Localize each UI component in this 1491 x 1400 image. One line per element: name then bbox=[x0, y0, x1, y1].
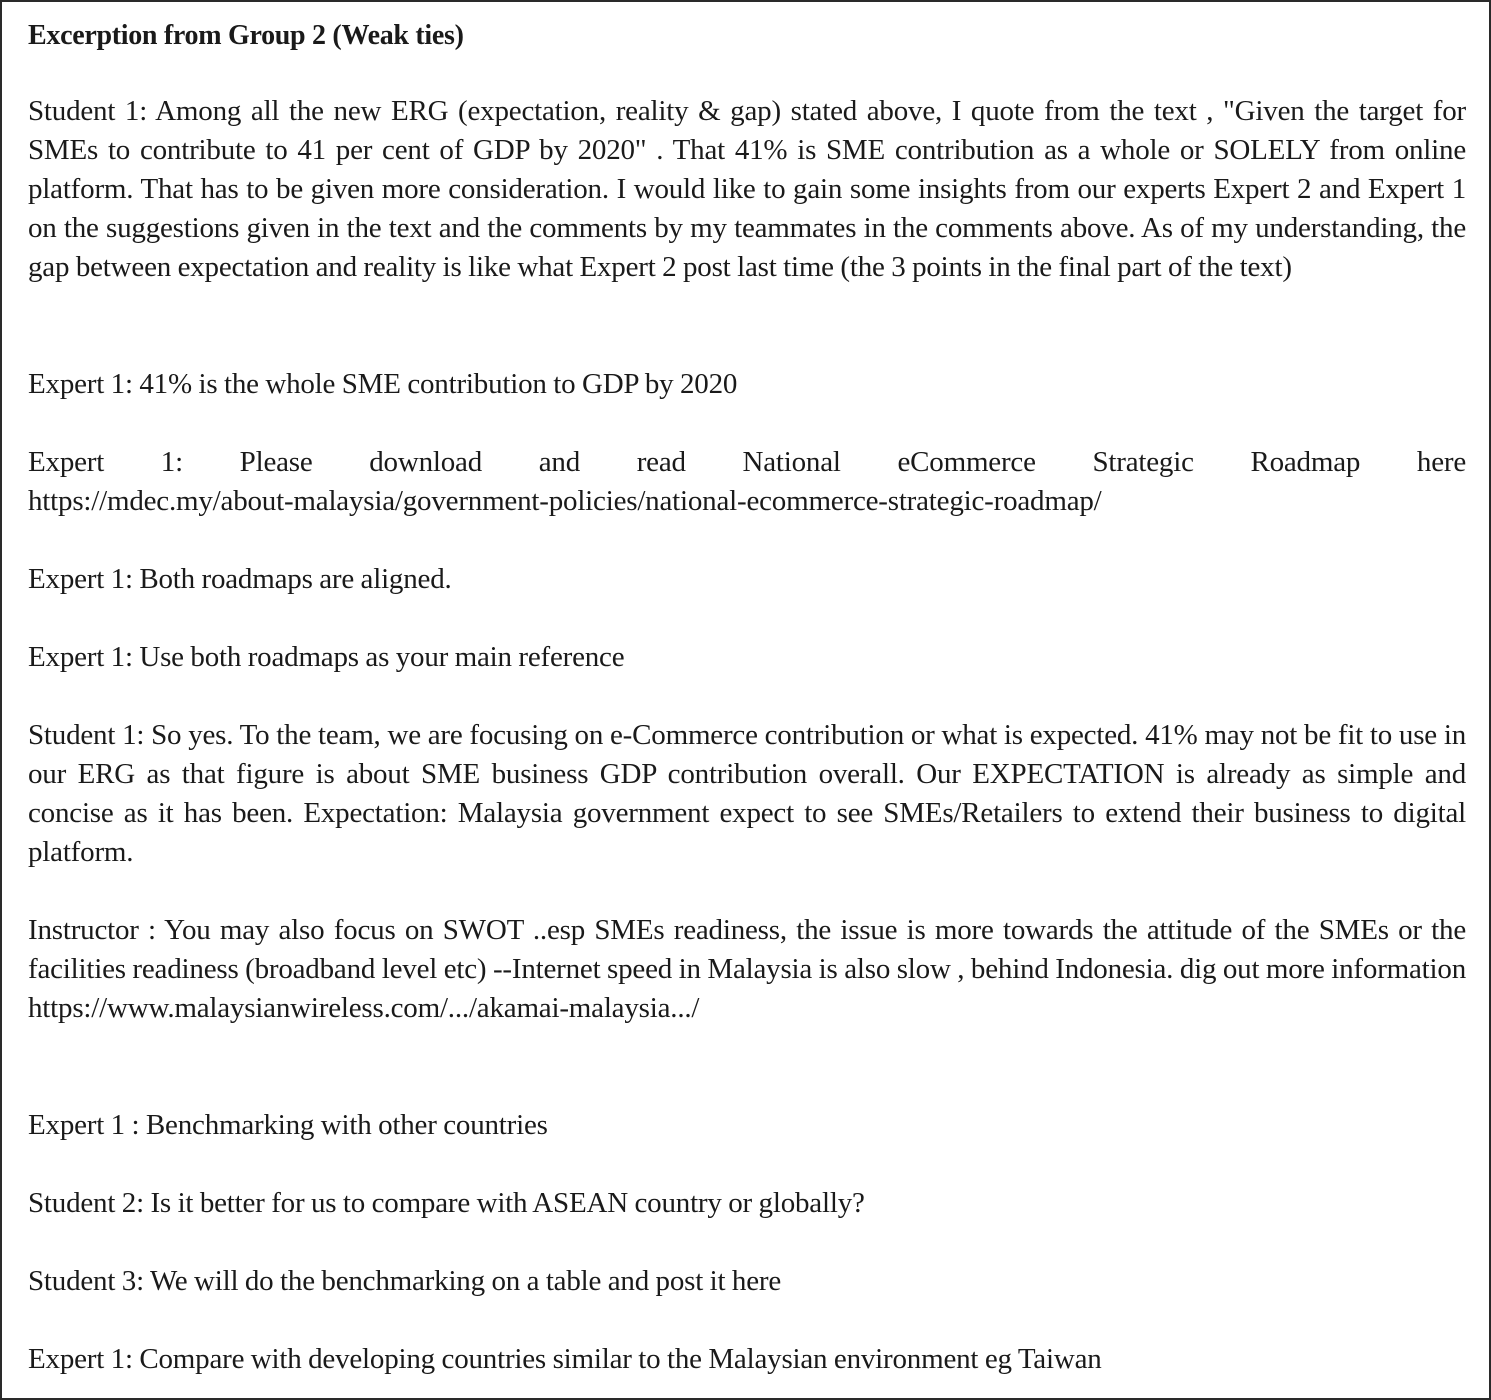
message-expert-1-aligned: Expert 1: Both roadmaps are aligned. bbox=[28, 563, 452, 595]
roadmap-instruction-text: Expert 1: Please download and read National eCommerce Strategic Roadmap here bbox=[28, 446, 1466, 478]
message-student-1-ecommerce: Student 1: So yes. To the team, we are focusing on e-Commerce contribution or what is expected. 41% may not be fit to use in our ERG as that figure is about SME business GDP contribution overall. Our EXPECTATION is already as simple and concise as it has been. Expectation: Malaysia government expect to see SMEs/Retailers to extend their business to digital platform. bbox=[28, 719, 1466, 868]
message-expert-1-reference: Expert 1: Use both roadmaps as your main reference bbox=[28, 641, 625, 673]
message-expert-1-roadmap bbox=[28, 443, 1466, 521]
message-expert-1-gdp: Expert 1: 41% is the whole SME contribution to GDP by 2020 bbox=[28, 368, 738, 400]
message-expert-1-compare: Expert 1: Compare with developing countries similar to the Malaysian environment eg Taiwan bbox=[28, 1343, 1102, 1375]
excerpt-heading: Excerption from Group 2 (Weak ties) bbox=[28, 20, 464, 51]
message-student-2-question: Student 2: Is it better for us to compare with ASEAN country or globally? bbox=[28, 1187, 865, 1219]
message-expert-1-benchmarking: Expert 1 : Benchmarking with other countries bbox=[28, 1109, 548, 1141]
message-instructor-swot: Instructor : You may also focus on SWOT ..esp SMEs readiness, the issue is more towards the attitude of the SMEs or the facilities readiness (broadband level etc) --Internet speed in Malaysia is also slow , behind Indonesia. dig out more information https://www.malaysianwireless.com/.../akamai-malaysia.../ bbox=[28, 914, 1466, 1024]
message-student-1-erg: Student 1: Among all the new ERG (expectation, reality & gap) stated above, I quote from the text , "Given the target for SMEs to contribute to 41 per cent of GDP by 2020" . That 41% is SME contribution as a whole or SOLELY from online platform. That has to be given more consideration. I would like to gain some insights from our experts Expert 2 and Expert 1 on the suggestions given in the text and the comments by my teammates in the comments above. As of my understanding, the gap between expectation and reality is like what Expert 2 post last time (the 3 points in the final part of the text) bbox=[28, 95, 1466, 283]
message-student-3-table: Student 3: We will do the benchmarking on a table and post it here bbox=[28, 1265, 782, 1297]
roadmap-link[interactable]: https://mdec.my/about-malaysia/government-policies/national-ecommerce-strategic-roadmap/ bbox=[28, 485, 1102, 517]
